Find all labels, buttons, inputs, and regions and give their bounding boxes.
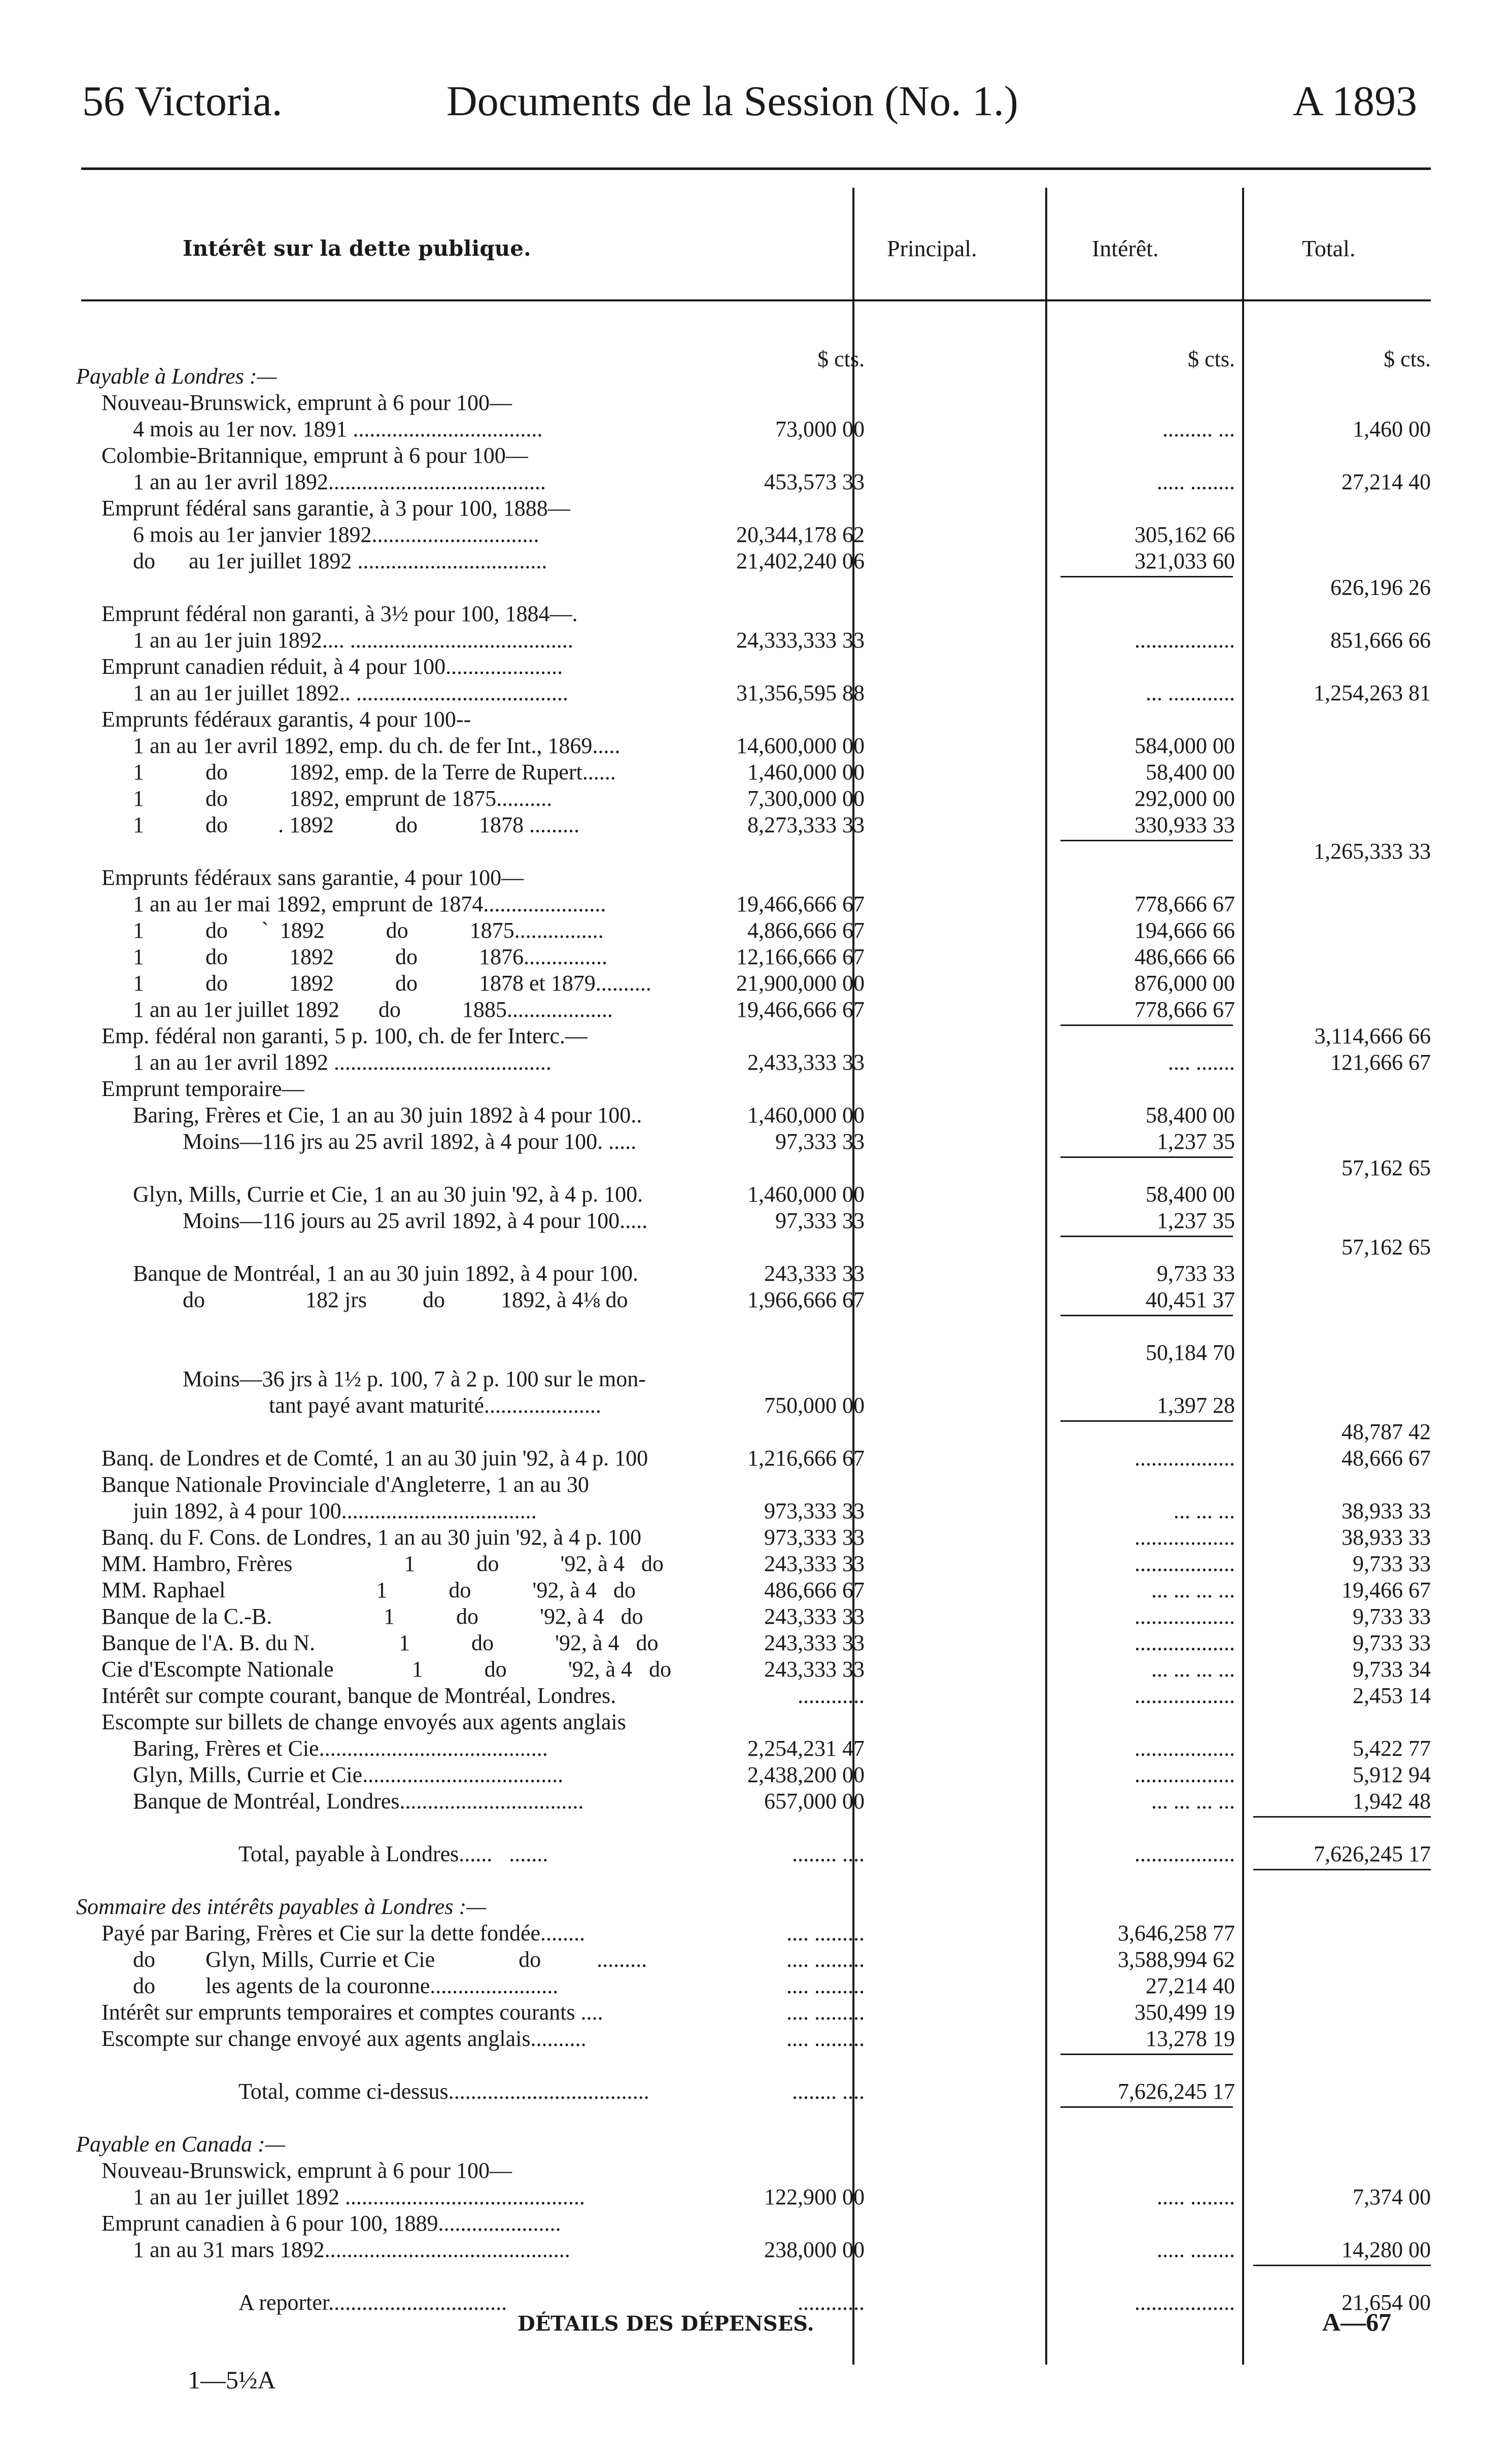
principal-cell: .... .........: [786, 1973, 865, 1998]
table-row: [0, 1551, 1512, 1577]
interet-cell: 584,000 00: [1135, 733, 1235, 758]
interet-cell: 486,666 66: [1135, 944, 1235, 969]
interet-cell: ... ............: [1146, 680, 1235, 705]
table-row: [0, 733, 1512, 759]
principal-cell: 8,273,333 33: [747, 812, 865, 837]
table-row: [0, 1735, 1512, 1762]
row-description: do au 1er juillet 1892 ..................................: [133, 549, 547, 573]
principal-cell: 97,333 33: [775, 1129, 865, 1154]
principal-cell: 1,966,666 67: [747, 1287, 865, 1312]
principal-cell: 1,460,000 00: [747, 1103, 865, 1128]
table-row: [0, 1603, 1512, 1630]
table-row: [0, 1498, 1512, 1524]
table-row: [0, 1392, 1512, 1419]
row-description: Moins—116 jrs au 25 avril 1892, à 4 pour 100. .....: [183, 1129, 637, 1154]
principal-cell: 486,666 67: [764, 1578, 865, 1602]
row-description: juin 1892, à 4 pour 100...................................: [133, 1498, 537, 1523]
principal-cell: .... .........: [786, 1921, 865, 1945]
row-description: Escompte sur change envoyé aux agents anglais..........: [101, 2026, 587, 2051]
table-row: [0, 1260, 1512, 1287]
principal-cell: .... .........: [786, 1947, 865, 1972]
table-row: [0, 522, 1512, 548]
row-description: Nouveau-Brunswick, emprunt à 6 pour 100—: [101, 390, 512, 415]
column-header-principal: Principal.: [887, 235, 977, 261]
principal-cell: 973,333 33: [764, 1498, 865, 1523]
interet-cell: 778,666 67: [1135, 997, 1235, 1022]
row-description: Banque de l'A. B. du N. 1 do '92, à 4 do: [101, 1630, 659, 1655]
table-row: [0, 838, 1512, 865]
row-description: Total, comme ci-dessus....................................: [238, 2079, 649, 2104]
interet-cell: 350,499 19: [1135, 2000, 1235, 2025]
row-description: 1 do 1892, emp. de la Terre de Rupert......: [133, 760, 616, 784]
total-cell: 48,787 42: [1342, 1419, 1431, 1444]
table-row: [0, 1815, 1512, 1841]
row-description: 1 do 1892, emprunt de 1875..........: [133, 786, 553, 811]
principal-cell: 14,600,000 00: [736, 733, 865, 758]
interet-cell: 876,000 00: [1135, 971, 1235, 996]
principal-cell: 1,460,000 00: [747, 760, 865, 784]
total-cell: 38,933 33: [1342, 1498, 1431, 1523]
interet-cell: .... .......: [1168, 1050, 1235, 1075]
table-row: [0, 2052, 1512, 2078]
principal-cell: 1,216,666 67: [747, 1446, 865, 1471]
principal-cell: 243,333 33: [764, 1604, 865, 1629]
table-row: [0, 1577, 1512, 1603]
total-cell: 7,374 00: [1353, 2184, 1431, 2209]
principal-cell: 657,000 00: [764, 1789, 865, 1814]
row-description: Banque de la C.-B. 1 do '92, à 4 do: [101, 1604, 643, 1629]
table-row: [0, 1999, 1512, 2026]
table-row: [0, 548, 1512, 574]
header-session: 56 Victoria.: [82, 78, 283, 125]
row-description: Banque de Montréal, Londres.................................: [133, 1789, 584, 1814]
principal-cell: 21,900,000 00: [736, 971, 865, 996]
row-description: Cie d'Escompte Nationale 1 do '92, à 4 do: [101, 1657, 672, 1682]
principal-cell: 4,866,666 67: [747, 918, 865, 943]
table-row: [0, 1762, 1512, 1788]
principal-cell: 122,900 00: [764, 2184, 865, 2209]
total-cell: 5,912 94: [1353, 1762, 1431, 1787]
row-description: Nouveau-Brunswick, emprunt à 6 pour 100—: [101, 2158, 512, 2183]
table-row: [0, 442, 1512, 469]
interet-cell: 50,184 70: [1146, 1340, 1235, 1365]
interet-cell: ... ... ...: [1174, 1498, 1235, 1523]
header-rule: [81, 167, 1431, 170]
header-year: A 1893: [1293, 78, 1418, 125]
table-row: [0, 2210, 1512, 2237]
row-description: A reporter................................: [238, 2290, 507, 2315]
interet-cell: 58,400 00: [1146, 1182, 1235, 1207]
principal-cell: 2,438,200 00: [747, 1762, 865, 1787]
table-row: [0, 1920, 1512, 1946]
interet-cell: 292,000 00: [1135, 786, 1235, 811]
row-description: do 182 jrs do 1892, à 4⅛ do: [183, 1287, 628, 1312]
table-row: [0, 1867, 1512, 1894]
total-cell: 5,422 77: [1353, 1736, 1431, 1761]
table-row: [0, 1129, 1512, 1155]
principal-cell: 973,333 33: [764, 1525, 865, 1550]
row-description: Glyn, Mills, Currie et Cie....................................: [133, 1762, 564, 1787]
table-row: [0, 1049, 1512, 1076]
table-row: [0, 1234, 1512, 1260]
table-row: [0, 1023, 1512, 1049]
table-row: [0, 1788, 1512, 1815]
table-row: [0, 1208, 1512, 1234]
total-cell: 7,626,245 17: [1314, 1841, 1431, 1866]
interet-cell: ..................: [1135, 1604, 1235, 1629]
table-row: [0, 1524, 1512, 1551]
table-row: [0, 1445, 1512, 1472]
table-row: [0, 495, 1512, 522]
row-description: 1 do ` 1892 do 1875................: [133, 918, 604, 943]
table-row: [0, 2026, 1512, 2052]
interet-cell: ... ... ... ...: [1151, 1789, 1235, 1814]
total-cell: 1,942 48: [1353, 1789, 1431, 1814]
principal-cell: 238,000 00: [764, 2237, 865, 2262]
row-description: Banque de Montréal, 1 an au 30 juin 1892, à 4 pour 100.: [133, 1261, 638, 1286]
interet-cell: ..................: [1135, 628, 1235, 653]
footer-section-title: DÉTAILS DES DÉPENSES.: [518, 2312, 814, 2336]
table-row: [0, 812, 1512, 838]
table-row: [0, 416, 1512, 442]
table-row: [0, 1472, 1512, 1498]
interet-cell: 58,400 00: [1146, 760, 1235, 784]
principal-cell: 1,460,000 00: [747, 1182, 865, 1207]
row-description: tant payé avant maturité.....................: [269, 1393, 601, 1418]
total-cell: 27,214 40: [1342, 469, 1431, 494]
interet-cell: 27,214 40: [1146, 1973, 1235, 1998]
row-description: Moins—116 jours au 25 avril 1892, à 4 pour 100.....: [183, 1208, 648, 1233]
column-header-rule: [81, 299, 1431, 301]
principal-cell: ........ ....: [792, 2079, 865, 2104]
row-description: Emprunts fédéraux sans garantie, 4 pour 100—: [101, 865, 524, 890]
table-row: [0, 2078, 1512, 2105]
principal-cell: ........ ....: [792, 1841, 865, 1866]
interet-cell: ..... ........: [1157, 2184, 1235, 2209]
row-description: MM. Raphael 1 do '92, à 4 do: [101, 1578, 636, 1602]
principal-cell: 7,300,000 00: [747, 786, 865, 811]
principal-cell: 750,000 00: [764, 1393, 865, 1418]
row-description: Emprunt temporaire—: [101, 1076, 304, 1101]
total-cell: 9,733 34: [1353, 1657, 1431, 1682]
table-row: [0, 1287, 1512, 1313]
interet-cell: ... ... ... ...: [1151, 1657, 1235, 1682]
row-description: Payable à Londres :—: [76, 364, 277, 389]
interet-cell: ..................: [1135, 1551, 1235, 1576]
principal-cell: 31,356,595 88: [736, 680, 865, 705]
row-description: Total, payable à Londres...... .......: [238, 1841, 548, 1866]
unit-principal: $ cts.: [817, 347, 865, 371]
row-description: Glyn, Mills, Currie et Cie, 1 an au 30 juin '92, à 4 p. 100.: [133, 1182, 643, 1207]
total-cell: 626,196 26: [1330, 575, 1431, 600]
footer-page-number: A—67: [1322, 2308, 1392, 2336]
table-row: [0, 970, 1512, 997]
row-description: do Glyn, Mills, Currie et Cie do .........: [133, 1947, 647, 1972]
table-row: [0, 759, 1512, 785]
interet-cell: ..................: [1135, 1683, 1235, 1708]
principal-cell: 19,466,666 67: [736, 997, 865, 1022]
interet-cell: ..................: [1135, 1762, 1235, 1787]
principal-cell: 97,333 33: [775, 1208, 865, 1233]
total-cell: 1,265,333 33: [1314, 839, 1431, 864]
table-row: [0, 917, 1512, 944]
interet-cell: 58,400 00: [1146, 1103, 1235, 1128]
row-description: Escompte sur billets de change envoyés aux agents anglais: [101, 1710, 626, 1734]
interet-cell: ..................: [1135, 1841, 1235, 1866]
column-header-interet: Intérêt.: [1092, 235, 1159, 261]
row-description: Emprunts fédéraux garantis, 4 pour 100--: [101, 707, 471, 732]
principal-cell: 24,333,333 33: [736, 628, 865, 653]
interet-cell: 9,733 33: [1157, 1261, 1235, 1286]
interet-cell: 3,588,994 62: [1118, 1947, 1235, 1972]
interet-cell: ..................: [1135, 1630, 1235, 1655]
interet-cell: 40,451 37: [1146, 1287, 1235, 1312]
interet-cell: ..................: [1135, 2290, 1235, 2315]
total-cell: 38,933 33: [1342, 1525, 1431, 1550]
table-row: [0, 1076, 1512, 1102]
table-row: [0, 1841, 1512, 1867]
row-description: Payable en Canada :—: [76, 2132, 285, 2157]
table-row: [0, 944, 1512, 970]
table-row: [0, 2263, 1512, 2290]
principal-cell: 243,333 33: [764, 1630, 865, 1655]
unit-interet: $ cts.: [1188, 347, 1235, 371]
interet-cell: 194,666 66: [1135, 918, 1235, 943]
row-description: 1 do 1892 do 1876...............: [133, 944, 607, 969]
total-cell: 2,453 14: [1353, 1683, 1431, 1708]
table-row: [0, 1656, 1512, 1683]
row-description: 1 an au 1er avril 1892, emp. du ch. de fer Int., 1869.....: [133, 733, 621, 758]
table-row: [0, 469, 1512, 495]
table-row: [0, 1340, 1512, 1366]
principal-cell: 243,333 33: [764, 1551, 865, 1576]
interet-cell: 13,278 19: [1146, 2026, 1235, 2051]
total-cell: 3,114,666 66: [1314, 1023, 1431, 1048]
row-description: 1 an au 31 mars 1892............................................: [133, 2237, 570, 2262]
principal-cell: 2,254,231 47: [747, 1736, 865, 1761]
table-row: [0, 1894, 1512, 1920]
table-row: [0, 1313, 1512, 1340]
total-cell: 57,162 65: [1342, 1155, 1431, 1180]
table-row: [0, 785, 1512, 812]
table-row: [0, 865, 1512, 891]
row-description: 1 an au 1er mai 1892, emprunt de 1874......................: [133, 892, 606, 916]
principal-cell: 243,333 33: [764, 1657, 865, 1682]
principal-cell: .... .........: [786, 2000, 865, 2025]
principal-cell: ............: [798, 2290, 865, 2315]
row-description: Banque Nationale Provinciale d'Angleterre, 1 an au 30: [101, 1472, 589, 1497]
unit-total: $ cts.: [1384, 347, 1431, 371]
table-row: [0, 2158, 1512, 2184]
row-description: 1 do . 1892 do 1878 .........: [133, 812, 579, 837]
row-description: 1 an au 1er juin 1892.... ........................................: [133, 628, 573, 653]
interet-cell: 778,666 67: [1135, 892, 1235, 916]
total-cell: 121,666 67: [1330, 1050, 1431, 1075]
row-description: 1 an au 1er avril 1892 .......................................: [133, 1050, 552, 1075]
interet-cell: ..... ........: [1157, 469, 1235, 494]
total-cell: 1,460 00: [1353, 417, 1431, 441]
row-description: Emprunt canadien réduit, à 4 pour 100.....................: [101, 654, 563, 679]
row-description: 1 an au 1er juillet 1892 ...........................................: [133, 2184, 585, 2209]
column-header-description: Intérêt sur la dette publique.: [183, 236, 531, 261]
total-cell: 19,466 67: [1342, 1578, 1431, 1602]
table-row: [0, 1709, 1512, 1735]
table-row: [0, 601, 1512, 627]
interet-cell: 1,397 28: [1157, 1393, 1235, 1418]
table-row: [0, 627, 1512, 654]
footer-signature-mark: 1—5½A: [188, 2366, 276, 2394]
interet-cell: ......... ...: [1162, 417, 1235, 441]
total-cell: 9,733 33: [1353, 1604, 1431, 1629]
row-description: Moins—36 jrs à 1½ p. 100, 7 à 2 p. 100 sur le mon-: [183, 1366, 646, 1391]
row-description: Banq. du F. Cons. de Londres, 1 an au 30 juin '92, à 4 p. 100: [101, 1525, 641, 1550]
header-title: Documents de la Session (No. 1.): [446, 78, 1018, 125]
principal-cell: 243,333 33: [764, 1261, 865, 1286]
total-cell: 1,254,263 81: [1314, 680, 1431, 705]
table-row: [0, 1181, 1512, 1208]
row-description: 1 an au 1er avril 1892.......................................: [133, 469, 546, 494]
total-cell: 9,733 33: [1353, 1630, 1431, 1655]
interet-cell: ..................: [1135, 1736, 1235, 1761]
interet-cell: 1,237 35: [1157, 1129, 1235, 1154]
principal-cell: 453,573 33: [764, 469, 865, 494]
interet-cell: ..... ........: [1157, 2237, 1235, 2262]
table-row: [0, 1419, 1512, 1445]
principal-cell: 19,466,666 67: [736, 892, 865, 916]
interet-cell: 1,237 35: [1157, 1208, 1235, 1233]
table-row: [0, 1973, 1512, 1999]
principal-cell: 20,344,178 62: [736, 522, 865, 547]
row-description: Baring, Frères et Cie, 1 an au 30 juin 1892 à 4 pour 100..: [133, 1103, 642, 1128]
table-row: [0, 891, 1512, 917]
interet-cell: 321,033 60: [1135, 549, 1235, 573]
table-row: [0, 1155, 1512, 1181]
table-row: [0, 574, 1512, 601]
table-row: [0, 2105, 1512, 2131]
row-description: Emprunt fédéral non garanti, à 3½ pour 100, 1884—.: [101, 601, 578, 626]
table-row: [0, 1683, 1512, 1709]
total-cell: 851,666 66: [1330, 628, 1431, 653]
total-cell: 9,733 33: [1353, 1551, 1431, 1576]
table-row: [0, 2237, 1512, 2263]
row-description: Emprunt canadien à 6 pour 100, 1889......................: [101, 2211, 561, 2236]
interet-cell: 3,646,258 77: [1118, 1921, 1235, 1945]
total-cell: 57,162 65: [1342, 1235, 1431, 1259]
interet-cell: 305,162 66: [1135, 522, 1235, 547]
principal-cell: ............: [798, 1683, 865, 1708]
interet-cell: 7,626,245 17: [1118, 2079, 1235, 2104]
principal-cell: 2,433,333 33: [747, 1050, 865, 1075]
row-description: Payé par Baring, Frères et Cie sur la dette fondée........: [101, 1921, 586, 1945]
table-row: [0, 997, 1512, 1023]
principal-cell: 21,402,240 06: [736, 549, 865, 573]
row-description: 1 an au 1er juillet 1892.. ......................................: [133, 680, 568, 705]
column-header-total: Total.: [1302, 235, 1356, 261]
table-row: [0, 2184, 1512, 2210]
table-row: [0, 1366, 1512, 1392]
table-row: [0, 654, 1512, 680]
row-description: 1 an au 1er juillet 1892 do 1885...................: [133, 997, 613, 1022]
table-row: [0, 363, 1512, 390]
table-row: [0, 1946, 1512, 1973]
total-cell: 14,280 00: [1342, 2237, 1431, 2262]
table-row: [0, 706, 1512, 733]
row-description: Baring, Frères et Cie.........................................: [133, 1736, 548, 1761]
interet-cell: 330,933 33: [1135, 812, 1235, 837]
interet-cell: ... ... ... ...: [1151, 1578, 1235, 1602]
row-description: MM. Hambro, Frères 1 do '92, à 4 do: [101, 1551, 664, 1576]
row-description: Intérêt sur compte courant, banque de Montréal, Londres.: [101, 1683, 616, 1708]
row-description: 1 do 1892 do 1878 et 1879..........: [133, 971, 651, 996]
table-row: [0, 680, 1512, 706]
row-description: Emprunt fédéral sans garantie, à 3 pour 100, 1888—: [101, 496, 570, 521]
row-description: Intérêt sur emprunts temporaires et comptes courants ....: [101, 2000, 603, 2025]
row-description: 4 mois au 1er nov. 1891 ..................................: [133, 417, 543, 441]
table-row: [0, 2131, 1512, 2158]
total-cell: 48,666 67: [1342, 1446, 1431, 1471]
row-description: do les agents de la couronne.......................: [133, 1973, 559, 1998]
interet-cell: ..................: [1135, 1446, 1235, 1471]
interet-cell: ..................: [1135, 1525, 1235, 1550]
row-description: 6 mois au 1er janvier 1892..............................: [133, 522, 539, 547]
row-description: Banq. de Londres et de Comté, 1 an au 30 juin '92, à 4 p. 100: [101, 1446, 648, 1471]
row-description: Sommaire des intérêts payables à Londres :—: [76, 1894, 487, 1919]
principal-cell: 73,000 00: [775, 417, 865, 441]
principal-cell: .... .........: [786, 2026, 865, 2051]
row-description: Emp. fédéral non garanti, 5 p. 100, ch. de fer Interc.—: [101, 1023, 588, 1048]
table-row: [0, 1102, 1512, 1129]
total-cell: 21,654 00: [1342, 2290, 1431, 2315]
principal-cell: 12,166,666 67: [736, 944, 865, 969]
table-row: [0, 390, 1512, 416]
row-description: Colombie-Britannique, emprunt à 6 pour 100—: [101, 443, 528, 468]
table-row: [0, 1630, 1512, 1656]
